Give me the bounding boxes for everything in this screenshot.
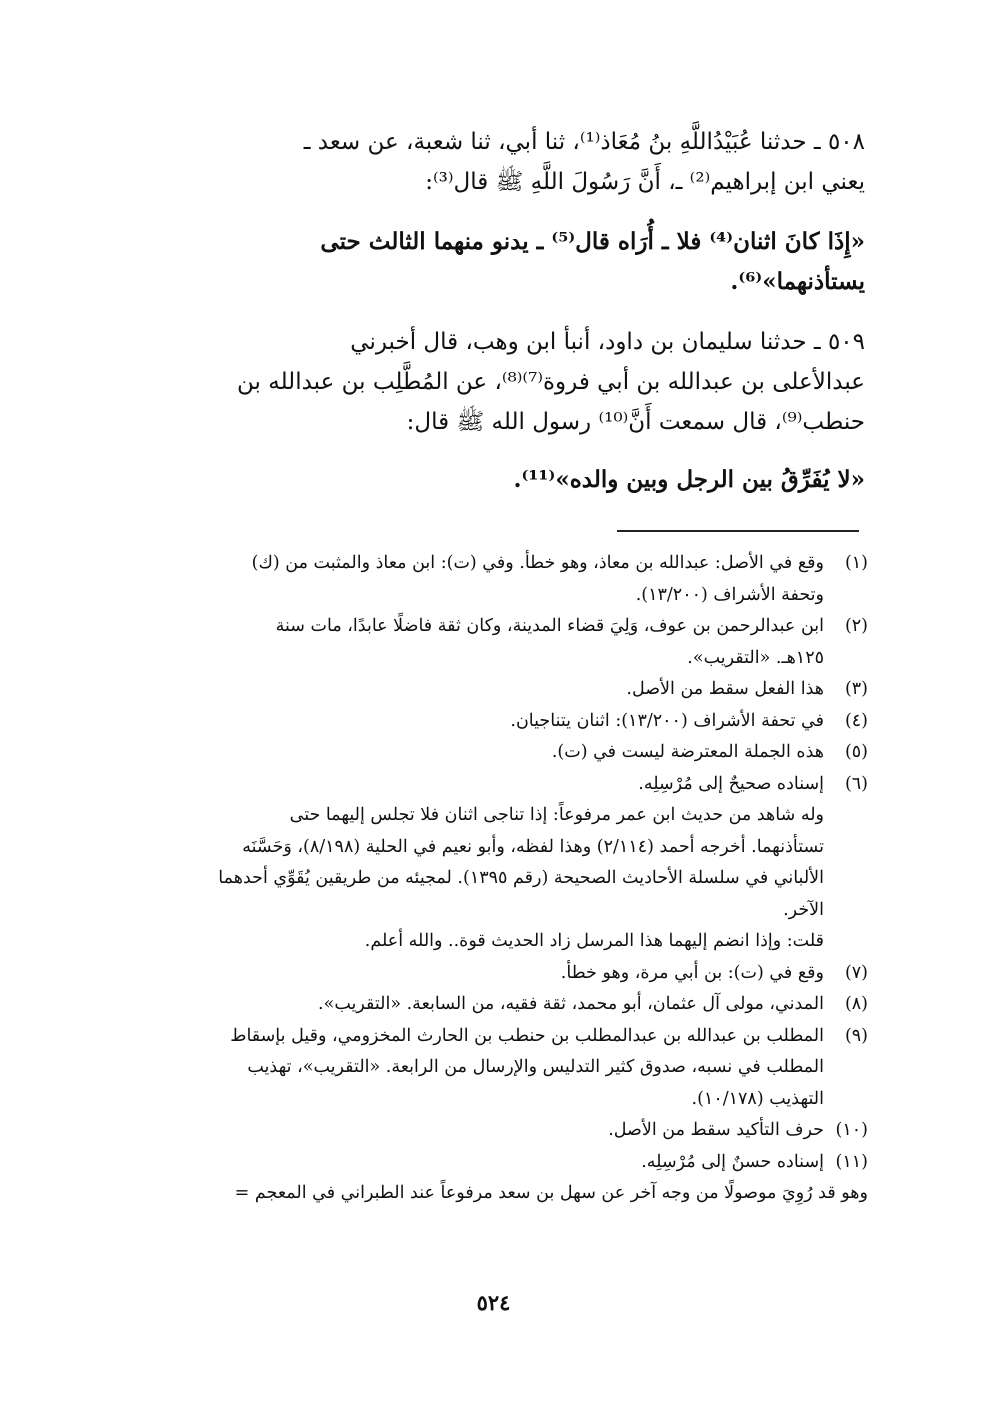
footnote-5	[98, 737, 868, 769]
text-line: يستأذنهما»⁽⁶⁾.	[730, 268, 865, 295]
text-line: الآخر.	[783, 899, 824, 920]
footnote-text	[98, 611, 824, 674]
footnote-number: (٨)	[844, 994, 868, 1014]
text-line: يعني ابن إبراهيم⁽²⁾ ـ، أَنَّ رَسُولَ اللَّهِ ﷺ قال⁽³⁾:	[425, 169, 865, 195]
footnote-number: (١)	[844, 553, 868, 573]
footnote-9	[98, 1021, 868, 1116]
footnote-text: هذه الجملة المعترضة ليست في (ت).	[551, 742, 824, 762]
footnote-7	[98, 958, 868, 990]
footnote-number: (٩)	[844, 1025, 868, 1046]
text-line: ١٢٥هـ. «التقريب».	[687, 647, 824, 668]
text-line: «إِذَا كانَ اثنان⁽⁴⁾ فلا ـ أُرَاه قال⁽⁵⁾ ـ يدنو منهما الثالث حتى	[320, 228, 865, 255]
footnote-6	[98, 769, 868, 801]
footnote-number: (٦)	[844, 773, 868, 794]
footnote-10	[98, 1115, 868, 1147]
footnote-text: إسناده حسنٌ إلى مُرْسِلِه.	[641, 1151, 824, 1172]
hadith-508-matn	[100, 222, 865, 302]
footnote-3	[98, 674, 868, 706]
text-line: «لا يُفَرِّقُ بين الرجل وبين والده»⁽¹¹⁾.	[513, 466, 865, 493]
hadith-509-matn	[100, 460, 865, 500]
footnote-1	[98, 548, 868, 611]
footnote-separator	[617, 530, 859, 532]
footnote-8	[98, 989, 868, 1021]
text-line: وتحفة الأشراف (١٣/٢٠٠).	[635, 584, 824, 605]
footnote-11-continuation: وهو قد رُوِيَ موصولًا من وجه آخر عن سهل بن سعد مرفوعاً عند الطبراني في المعجم =	[234, 1183, 868, 1203]
footnote-text: في تحفة الأشراف (١٣/٢٠٠): اثنان يتناجيان.	[510, 710, 824, 731]
footnote-text: المدني، مولى آل عثمان، أبو محمد، ثقة فقيه، من السابعة. «التقريب».	[318, 994, 824, 1014]
footnote-6-continuation	[98, 800, 868, 958]
text-line: ابن عبدالرحمن بن عوف، وَلِيَ قضاء المدينة، وكان ثقة فاضلًا عابدًا، مات سنة	[275, 616, 824, 636]
hadith-508-isnad	[100, 122, 865, 202]
hadith-509-isnad	[100, 322, 865, 442]
footnote-number: (٤)	[844, 710, 868, 731]
footnote-text: وقع في (ت): بن أبي مرة، وهو خطأ.	[560, 962, 824, 983]
footnote-text	[98, 1021, 824, 1116]
footnote-number: (٣)	[844, 679, 868, 699]
text-line: تستأذنهما. أخرجه أحمد (٢/١١٤) وهذا لفظه، وأبو نعيم في الحلية (٨/١٩٨)، وَحَسَّنَه	[242, 836, 824, 857]
footnote-number: (١٠)	[835, 1120, 868, 1140]
footnote-11	[98, 1147, 868, 1179]
footnote-number: (٢)	[844, 616, 868, 636]
footnote-2	[98, 611, 868, 674]
page-number: ٥٢٤	[476, 1290, 511, 1315]
text-line: قلت: وإذا انضم إليهما هذا المرسل زاد الحديث قوة.. والله أعلم.	[364, 931, 824, 951]
text-line: التهذيب (١٠/١٧٨).	[691, 1088, 824, 1109]
footnote-number: (١١)	[835, 1151, 868, 1172]
footnote-4	[98, 706, 868, 738]
text-line: وقع في الأصل: عبدالله بن معاذ، وهو خطأ. وفي (ت): ابن معاذ والمثبت من (ك)	[251, 553, 824, 573]
text-line: ٥٠٩ ـ حدثنا سليمان بن داود، أنبأ ابن وهب، قال أخبرني	[350, 329, 865, 355]
text-line: الألباني في سلسلة الأحاديث الصحيحة (رقم ١٣٩٥). لمجيئه من طريقين يُقَوِّي أحدهما	[218, 868, 824, 888]
text-line: عبدالأعلى بن عبدالله بن أبي فروة⁽⁷⁾⁽⁸⁾، عن المُطَّلِب بن عبدالله بن	[237, 369, 865, 395]
text-line: المطلب بن عبدالله بن عبدالمطلب بن حنطب بن الحارث المخزومي، وقيل بإسقاط	[230, 1025, 824, 1046]
text-line: ٥٠٨ ـ حدثنا عُبَيْدُاللَّهِ بنُ مُعَاذ⁽¹⁾، ثنا أبي، ثنا شعبة، عن سعد ـ	[303, 129, 865, 155]
footnote-number: (٥)	[844, 742, 868, 762]
footnote-text: هذا الفعل سقط من الأصل.	[626, 679, 824, 699]
footnote-text	[98, 548, 824, 611]
footnote-text: إسناده صحيحٌ إلى مُرْسِلِه.	[638, 773, 824, 794]
text-line: وله شاهد من حديث ابن عمر مرفوعاً: إذا تناجى اثنان فلا تجلس إليهما حتى	[289, 805, 824, 825]
footnote-number: (٧)	[844, 962, 868, 983]
footnote-text: حرف التأكيد سقط من الأصل.	[608, 1120, 824, 1140]
text-line: المطلب في نسبه، صدوق كثير التدليس والإرسال من الرابعة. «التقريب»، تهذيب	[247, 1057, 824, 1077]
footnotes	[98, 548, 868, 1210]
text-line: حنطب⁽⁹⁾، قال سمعت أَنَّ⁽¹⁰⁾ رسول الله ﷺ قال:	[406, 409, 865, 435]
